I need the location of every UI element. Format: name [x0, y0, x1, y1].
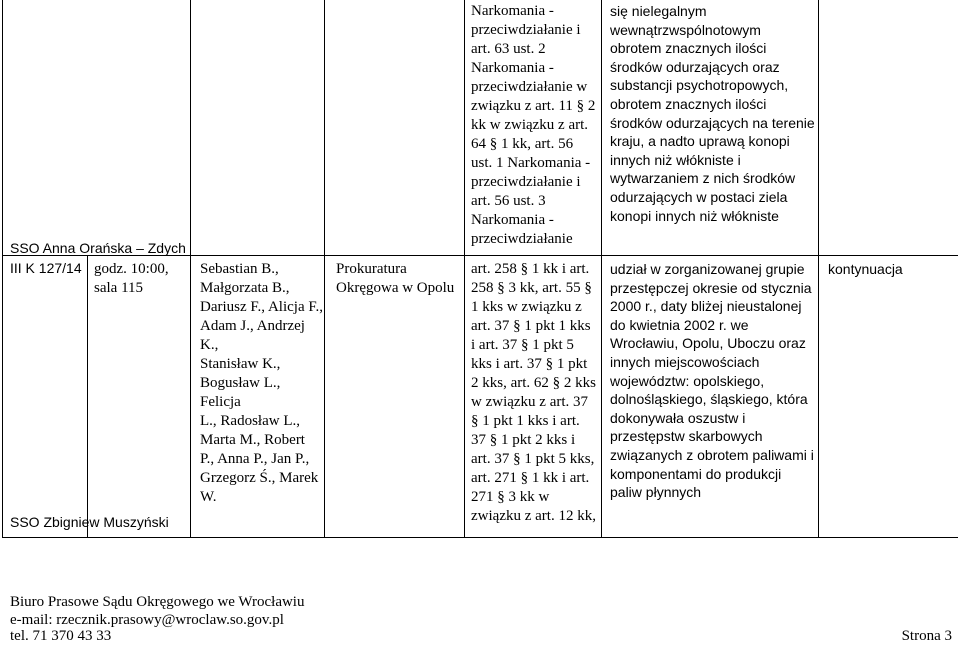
- table-divider-charges-description: [601, 0, 602, 538]
- table-divider-description-status: [818, 0, 819, 538]
- table-divider-case-time: [87, 256, 88, 537]
- status-label: kontynuacja: [828, 261, 903, 277]
- table-divider-time-defendants: [190, 0, 191, 538]
- description-cell-continued: się nielegalnym wewnątrzwspólnotowym obrotem znacznych ilości środków odurzających oraz substancji psychotropowych, obrotem znacznych ilości środków odurzających na terenie kraju, a nadto uprawą konopi innych niż włókniste i wytwarzaniem z nich środków odurzających w postaci ziela konopi innych niż włókniste: [610, 3, 815, 224]
- hearing-time: godz. 10:00, sala 115: [94, 261, 169, 296]
- judge-name-bottom: SSO Zbigniew Muszyński: [10, 514, 169, 530]
- table-bottom-border: [2, 537, 958, 538]
- table-divider-defendants-prosecutor: [324, 0, 325, 538]
- judge-name-top: SSO Anna Orańska – Zdych: [10, 240, 186, 256]
- table-left-border: [2, 0, 3, 538]
- footer-email[interactable]: e-mail: rzecznik.prasowy@wroclaw.so.gov.pl: [10, 612, 284, 628]
- footer-office-name: Biuro Prasowe Sądu Okręgowego we Wrocławiu: [10, 594, 305, 610]
- table-divider-prosecutor-charges: [464, 0, 465, 538]
- case-description: udział w zorganizowanej grupie przestępczej okresie od stycznia 2000 r., daty bliżej nieustalonej do kwietnia 2002 r. we Wrocławiu, Opolu, Uboczu oraz innych miejscowościach województw: opolskiego, dolnośląskiego, śląskiego, która dokonywała oszustw i przestępstw skarbowych związanych z obrotem paliwami i komponentami do produkcji paliw płynnych: [610, 261, 814, 501]
- footer-page-number: Strona 3: [901, 628, 952, 644]
- case-number: III K 127/14: [10, 260, 82, 276]
- charges-list: art. 258 § 1 kk i art. 258 § 3 kk, art. 55 § 1 kks w związku z art. 37 § 1 pkt 1 kks i art. 37 § 1 pkt 5 kks i art. 37 § 1 pkt 2 kks, art. 62 § 2 kks w związku z art. 37 § 1 pkt 1 kks i art. 37 § 1 pkt 2 kks i art. 37 § 1 pkt 5 kks, art. 271 § 1 kk i art. 271 § 3 kk w związku z art. 12 kk,: [471, 261, 596, 524]
- prosecutor-office: Prokuratura Okręgowa w Opolu: [336, 261, 455, 296]
- charges-cell-continued: Narkomania - przeciwdziałanie i art. 63 ust. 2 Narkomania - przeciwdziałanie w związku z art. 11 § 2 kk w związku z art. 64 § 1 kk, art. 56 ust. 1 Narkomania - przeciwdziałanie i art. 56 ust. 3 Narkomania - przeciwdziałanie: [471, 3, 596, 247]
- footer-phone: tel. 71 370 43 33: [10, 628, 112, 644]
- defendants-list: Sebastian B., Małgorzata B., Dariusz F., Alicja F., Adam J., Andrzej K., Stanisław K., Bogusław L., Felicja L., Radosław L., Marta M., Robert P., Anna P., Jan P., Grzegorz Ś., Marek W.: [200, 261, 324, 505]
